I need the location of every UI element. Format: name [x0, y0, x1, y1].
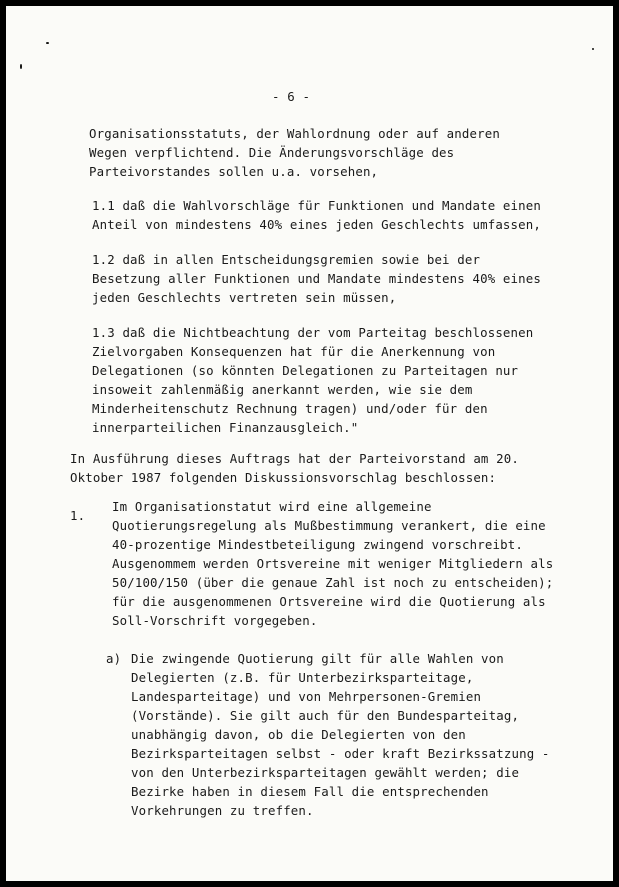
scan-speck — [592, 48, 594, 50]
text-line: innerparteilichen Finanzausgleich." — [92, 420, 359, 435]
text-line: 40-prozentige Mindestbeteiligung zwingend vorschreibt. — [112, 537, 523, 552]
text-line: Oktober 1987 folgenden Diskussionsvorschlag beschlossen: — [70, 470, 497, 485]
text-line: Besetzung aller Funktionen und Mandate mindestens 40% eines — [92, 271, 541, 286]
text-line: Bezirke haben in diesem Fall die entsprechenden — [131, 784, 489, 799]
point-1a-label: a) — [106, 651, 122, 666]
text-line: Anteil von mindestens 40% eines jeden Geschlechts umfassen, — [92, 217, 541, 232]
document-page — [6, 6, 613, 881]
text-line: Minderheitenschutz Rechnung tragen) und/oder für den — [92, 401, 488, 416]
item-1-1 — [92, 196, 541, 234]
text-line: In Ausführung dieses Auftrags hat der Parteivorstand am 20. — [70, 451, 519, 466]
intro-paragraph — [89, 124, 500, 181]
text-line: jeden Geschlechts vertreten sein müssen, — [92, 290, 397, 305]
text-line: Quotierungsregelung als Mußbestimmung verankert, die eine — [112, 518, 546, 533]
text-line: 1.2 daß in allen Entscheidungsgremien sowie bei der — [92, 252, 481, 267]
text-line: Im Organisationstatut wird eine allgemeine — [112, 499, 432, 514]
text-line: Wegen verpflichtend. Die Änderungsvorschläge des — [89, 145, 455, 160]
scan-speck — [46, 42, 49, 44]
point-1a — [131, 649, 550, 820]
item-1-2 — [92, 250, 541, 307]
text-line: Die zwingende Quotierung gilt für alle Wahlen von — [131, 651, 504, 666]
text-line: Ausgenommem werden Ortsvereine mit weniger Mitgliedern als — [112, 556, 554, 571]
text-line: Vorkehrungen zu treffen. — [131, 803, 314, 818]
text-line: Landesparteitage) und von Mehrpersonen-Gremien — [131, 689, 482, 704]
item-1-3 — [92, 323, 533, 437]
text-line: Delegierten (z.B. für Unterbezirksparteitage, — [131, 670, 474, 685]
text-line: Bezirksparteitagen selbst - oder kraft Bezirkssatzung - — [131, 746, 550, 761]
scan-speck — [20, 64, 22, 69]
text-line: 1.3 daß die Nichtbeachtung der vom Parteitag beschlossenen — [92, 325, 534, 340]
text-line: 50/100/150 (über die genaue Zahl ist noch zu entscheiden); — [112, 575, 554, 590]
text-line: Zielvorgaben Konsequenzen hat für die Anerkennung von — [92, 344, 496, 359]
text-line: Soll-Vorschrift vorgegeben. — [112, 613, 318, 628]
point-1 — [112, 497, 553, 630]
text-line: (Vorstände). Sie gilt auch für den Bundesparteitag, — [131, 708, 520, 723]
point-1-label: 1. — [70, 508, 86, 523]
text-line: von den Unterbezirksparteitagen gewählt werden; die — [131, 765, 520, 780]
execution-paragraph — [70, 449, 519, 487]
text-line: Organisationsstatuts, der Wahlordnung oder auf anderen — [89, 126, 500, 141]
text-line: für die ausgenommenen Ortsvereine wird die Quotierung als — [112, 594, 546, 609]
page-number: - 6 - — [272, 89, 311, 104]
text-line: insoweit zahlenmäßig anerkannt werden, wie sie dem — [92, 382, 473, 397]
text-line: 1.1 daß die Wahlvorschläge für Funktionen und Mandate einen — [92, 198, 541, 213]
text-line: Delegationen (so könnten Delegationen zu Parteitagen nur — [92, 363, 519, 378]
text-line: Parteivorstandes sollen u.a. vorsehen, — [89, 164, 379, 179]
text-line: unabhängig davon, ob die Delegierten von den — [131, 727, 466, 742]
